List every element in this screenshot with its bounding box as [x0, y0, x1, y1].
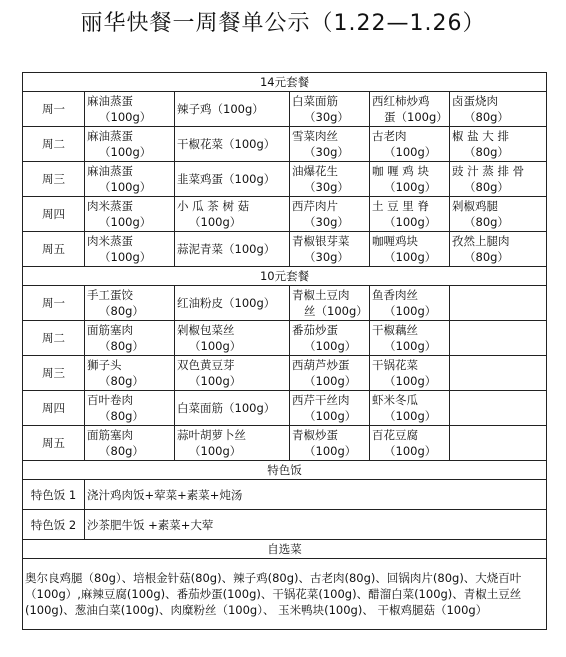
dish-weight: （100g）	[99, 215, 152, 229]
day-label: 周三	[23, 162, 85, 197]
optional-header: 自选菜	[23, 540, 547, 559]
dish-cell	[175, 286, 290, 321]
dish-cell	[85, 321, 175, 356]
table-row	[23, 162, 547, 197]
dish-name: 鱼香肉丝	[372, 288, 418, 302]
dish-weight: （100g）	[99, 250, 152, 264]
dish-weight: （80g）	[464, 110, 509, 124]
table-row	[23, 510, 547, 540]
section-row	[23, 267, 547, 286]
dish-name: 干锅花菜	[372, 358, 418, 372]
optional-text: 奥尔良鸡腿（80g）、培根金针菇(80g)、辣子鸡(80g)、古老肉(80g)、回锅肉片(80g)、大烧百叶（100g）,麻辣豆腐(100g)、番茄炒蛋(100g)、干锅花菜(100g)、醋溜白菜(100g)、青椒土豆丝(100g)、葱油白菜(100g)、肉糜粉丝（100g）、 玉米鸭块(100g)、 干椒鸡腿菇（100g）	[23, 559, 547, 630]
dish-name: 西芹干丝肉	[292, 393, 350, 407]
dish-name: 咖 喱 鸡 块	[372, 164, 429, 178]
table-row	[23, 356, 547, 391]
day-label: 周五	[23, 232, 85, 267]
dish-weight: （80g）	[99, 339, 144, 353]
page-title: 丽华快餐一周餐单公示（1.22—1.26）	[80, 11, 486, 36]
dish-cell	[370, 426, 450, 461]
dish-weight: （100g）	[99, 145, 152, 159]
dish-cell	[370, 356, 450, 391]
dish-cell	[290, 426, 370, 461]
dish-weight: （100g）	[304, 444, 357, 458]
dish-weight: （100g）	[99, 180, 152, 194]
special-label: 特色饭 1	[23, 480, 85, 510]
dish-cell	[290, 232, 370, 267]
dish-weight: （100g）	[384, 409, 437, 423]
dish-weight: （30g）	[304, 250, 349, 264]
dish-name: 青椒炒蛋	[292, 428, 338, 442]
dish-name: 手工蛋饺	[87, 288, 133, 302]
dish-name: 卤蛋烧肉	[452, 94, 498, 108]
dish-cell	[85, 426, 175, 461]
table-row	[23, 232, 547, 267]
dish-cell	[370, 321, 450, 356]
dish-name: 蒜泥青菜（100g）	[177, 242, 276, 256]
dish-name: 红油粉皮（100g）	[177, 296, 276, 310]
table-row	[23, 391, 547, 426]
dish-name: 西芹肉片	[292, 199, 338, 213]
set10-header: 10元套餐	[23, 267, 547, 286]
dish-weight: （100g）	[384, 374, 437, 388]
dish-name: 豉 汁 蒸 排 骨	[452, 164, 525, 178]
dish-weight: （30g）	[304, 180, 349, 194]
dish-cell	[450, 92, 547, 127]
dish-weight: （30g）	[304, 215, 349, 229]
dish-cell	[85, 356, 175, 391]
dish-cell	[370, 286, 450, 321]
dish-cell	[175, 391, 290, 426]
dish-weight: 丝（100g）	[304, 304, 368, 318]
table-row	[23, 127, 547, 162]
dish-name: 青椒土豆肉	[292, 288, 350, 302]
dish-cell	[450, 127, 547, 162]
dish-name: 古老肉	[372, 129, 407, 143]
set14-header: 14元套餐	[23, 73, 547, 92]
dish-weight: （100g）	[189, 339, 242, 353]
dish-cell	[290, 92, 370, 127]
dish-name: 咖喱鸡块	[372, 234, 418, 248]
dish-weight: （80g）	[99, 409, 144, 423]
dish-cell	[85, 127, 175, 162]
dish-weight: （100g）	[384, 250, 437, 264]
special-desc: 浇汁鸡肉饭+荤菜+素菜+炖汤	[85, 480, 547, 510]
special-header: 特色饭	[23, 461, 547, 480]
dish-name: 西红柿炒鸡	[372, 94, 430, 108]
table-row	[23, 559, 547, 630]
dish-name: 白菜面筋（100g）	[177, 401, 276, 415]
dish-name: 孜然上腿肉	[452, 234, 510, 248]
dish-name: 狮子头	[87, 358, 122, 372]
day-label: 周三	[23, 356, 85, 391]
dish-weight: （30g）	[304, 145, 349, 159]
table-row	[23, 480, 547, 510]
section-row	[23, 461, 547, 480]
dish-cell	[290, 321, 370, 356]
dish-name: 麻油蒸蛋	[87, 129, 133, 143]
dish-name: 蒜叶胡萝卜丝	[177, 428, 246, 442]
dish-name: 百叶卷肉	[87, 393, 133, 407]
dish-name: 剁椒包菜丝	[177, 323, 235, 337]
empty-cell	[450, 356, 547, 391]
dish-cell	[85, 92, 175, 127]
dish-weight: （100g）	[384, 339, 437, 353]
dish-name: 小 瓜 茶 树 菇	[177, 199, 250, 213]
dish-cell	[85, 286, 175, 321]
dish-weight: （80g）	[464, 145, 509, 159]
dish-cell	[370, 162, 450, 197]
dish-weight: （80g）	[99, 444, 144, 458]
dish-cell	[290, 162, 370, 197]
special-label: 特色饭 2	[23, 510, 85, 540]
dish-weight: （100g）	[384, 215, 437, 229]
dish-cell	[370, 197, 450, 232]
dish-name: 土 豆 里 脊	[372, 199, 429, 213]
day-label: 周一	[23, 286, 85, 321]
dish-weight: （100g）	[304, 339, 357, 353]
table-row	[23, 197, 547, 232]
dish-weight: （100g）	[189, 215, 242, 229]
dish-cell	[370, 127, 450, 162]
dish-weight: （100g）	[189, 374, 242, 388]
dish-weight: （100g）	[384, 444, 437, 458]
dish-cell	[85, 197, 175, 232]
dish-cell	[85, 162, 175, 197]
dish-weight: 蛋（100g）	[384, 110, 448, 124]
menu-table	[22, 72, 547, 630]
dish-name: 西葫芦炒蛋	[292, 358, 350, 372]
dish-name: 辣子鸡（100g）	[177, 102, 264, 116]
dish-cell	[370, 391, 450, 426]
dish-name: 干椒藕丝	[372, 323, 418, 337]
dish-cell	[450, 197, 547, 232]
dish-cell	[370, 232, 450, 267]
dish-cell	[175, 127, 290, 162]
table-row	[23, 286, 547, 321]
empty-cell	[450, 426, 547, 461]
dish-weight: （100g）	[304, 409, 357, 423]
dish-name: 百花豆腐	[372, 428, 418, 442]
dish-name: 雪菜肉丝	[292, 129, 338, 143]
dish-name: 韭菜鸡蛋（100g）	[177, 172, 276, 186]
dish-cell	[175, 426, 290, 461]
dish-name: 油爆花生	[292, 164, 338, 178]
table-row	[23, 426, 547, 461]
day-label: 周二	[23, 321, 85, 356]
dish-name: 青椒银芽菜	[292, 234, 350, 248]
dish-name: 椒 盐 大 排	[452, 129, 509, 143]
empty-cell	[450, 286, 547, 321]
table-row	[23, 321, 547, 356]
dish-weight: （80g）	[464, 250, 509, 264]
dish-name: 双色黄豆芽	[177, 358, 235, 372]
dish-name: 番茄炒蛋	[292, 323, 338, 337]
dish-name: 干椒花菜（100g）	[177, 137, 276, 151]
dish-name: 面筋塞肉	[87, 323, 133, 337]
dish-cell	[85, 391, 175, 426]
dish-weight: （100g）	[189, 444, 242, 458]
day-label: 周五	[23, 426, 85, 461]
dish-weight: （80g）	[464, 215, 509, 229]
dish-cell	[175, 321, 290, 356]
dish-name: 麻油蒸蛋	[87, 164, 133, 178]
dish-cell	[290, 197, 370, 232]
dish-weight: （80g）	[99, 374, 144, 388]
dish-weight: （100g）	[384, 180, 437, 194]
dish-cell	[450, 232, 547, 267]
dish-cell	[290, 391, 370, 426]
dish-cell	[290, 127, 370, 162]
dish-weight: （100g）	[384, 145, 437, 159]
dish-cell	[175, 197, 290, 232]
day-label: 周一	[23, 92, 85, 127]
day-label: 周四	[23, 391, 85, 426]
dish-cell	[175, 356, 290, 391]
special-desc: 沙茶肥牛饭 +素菜+大荤	[85, 510, 547, 540]
dish-cell	[290, 286, 370, 321]
dish-weight: （100g）	[99, 110, 152, 124]
dish-cell	[450, 162, 547, 197]
dish-weight: （80g）	[464, 180, 509, 194]
day-label: 周二	[23, 127, 85, 162]
dish-name: 虾米冬瓜	[372, 393, 418, 407]
dish-cell	[175, 92, 290, 127]
dish-cell	[175, 232, 290, 267]
table-row	[23, 92, 547, 127]
empty-cell	[450, 391, 547, 426]
dish-name: 白菜面筋	[292, 94, 338, 108]
dish-weight: （80g）	[99, 304, 144, 318]
dish-name: 面筋塞肉	[87, 428, 133, 442]
dish-name: 肉米蒸蛋	[87, 199, 133, 213]
dish-cell	[175, 162, 290, 197]
dish-weight: （30g）	[304, 110, 349, 124]
dish-cell	[290, 356, 370, 391]
empty-cell	[450, 321, 547, 356]
dish-weight: （100g）	[384, 304, 437, 318]
dish-name: 麻油蒸蛋	[87, 94, 133, 108]
dish-name: 剁椒鸡腿	[452, 199, 498, 213]
dish-cell	[370, 92, 450, 127]
day-label: 周四	[23, 197, 85, 232]
dish-cell	[85, 232, 175, 267]
section-row	[23, 540, 547, 559]
dish-weight: （100g）	[304, 374, 357, 388]
dish-name: 肉米蒸蛋	[87, 234, 133, 248]
